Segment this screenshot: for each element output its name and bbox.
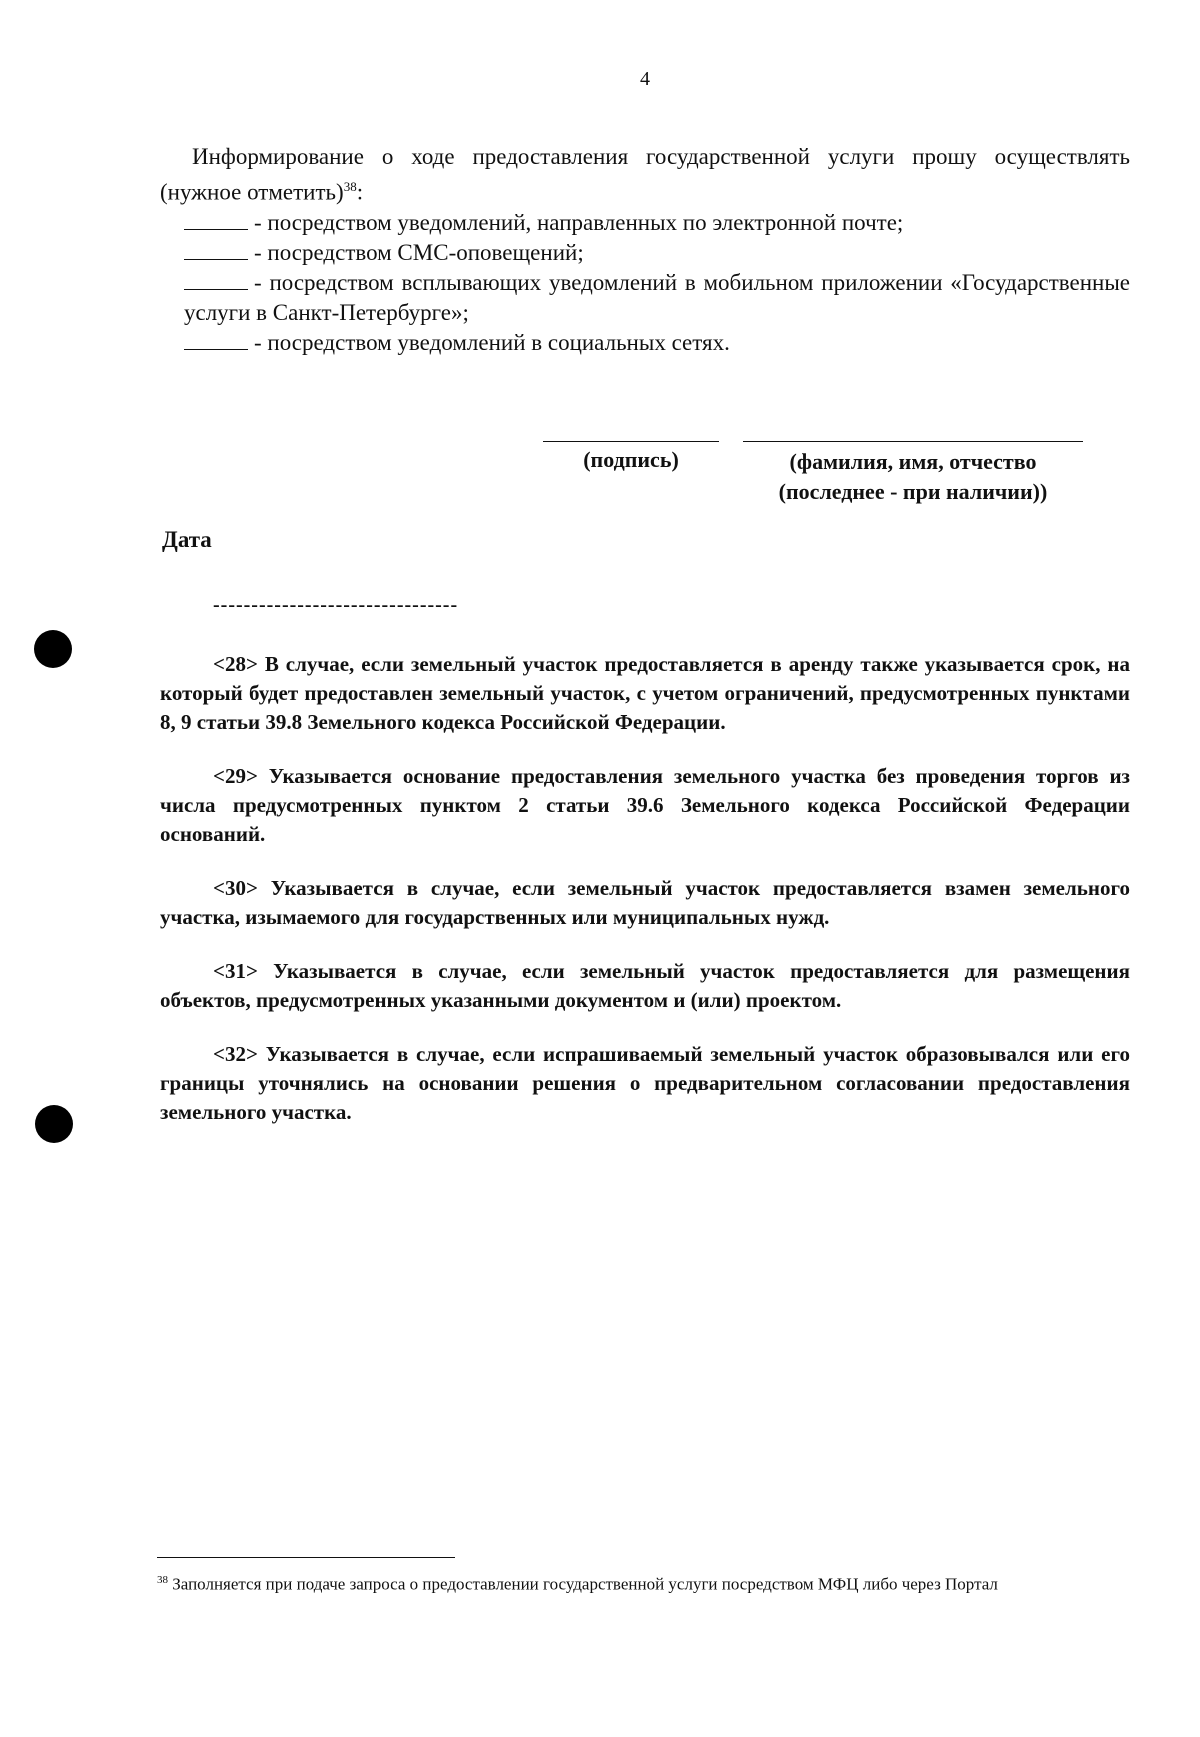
option-push xyxy=(160,268,1130,328)
full-name-label-line-2: (последнее - при наличии)) xyxy=(778,479,1048,504)
page-number: 4 xyxy=(640,68,650,90)
option-label: - посредством всплывающих уведомлений в мобильном приложении «Государственные услуги в Санкт-Петербурге»; xyxy=(184,269,1130,325)
checkbox-blank[interactable] xyxy=(184,331,248,350)
option-label: - посредством СМС-оповещений; xyxy=(254,239,584,265)
notes-separator: -------------------------------- xyxy=(213,594,459,616)
note-31: <31> Указывается в случае, если земельный участок предоставляется для размещения объектов, предусмотренных указанными документом и (или) проектом. xyxy=(160,959,1130,1012)
option-email xyxy=(160,208,1130,238)
footnotes-list xyxy=(160,650,1130,1152)
footnote-ref: 38 xyxy=(343,179,357,194)
option-sms xyxy=(160,238,1130,268)
option-social xyxy=(160,328,1130,358)
intro-text: Информирование о ходе предоставления государственной услуги прошу осуществлять (нужное отметить) xyxy=(160,144,1130,205)
footnote-number: 38 xyxy=(157,1574,168,1586)
signature-label: (подпись) xyxy=(583,447,679,472)
footnote-rule xyxy=(157,1557,455,1558)
note-30: <30> Указывается в случае, если земельный участок предоставляется взамен земельного участка, изымаемого для государственных или муниципальных нужд. xyxy=(160,876,1130,929)
checkbox-blank[interactable] xyxy=(184,241,248,260)
full-name-line[interactable] xyxy=(743,441,1083,442)
punch-hole xyxy=(35,1105,73,1143)
note-28: <28> В случае, если земельный участок предоставляется в аренду также указывается срок, на который будет предоставлен земельный участок, с учетом ограничений, предусмотренных пунктами 8, 9 статьи 39.8 Земельного кодекса Российской Федерации. xyxy=(160,652,1130,734)
notification-preferences xyxy=(160,142,1130,358)
checkbox-blank[interactable] xyxy=(184,271,248,290)
option-label: - посредством уведомлений, направленных по электронной почте; xyxy=(254,209,904,235)
punch-hole xyxy=(34,630,72,668)
intro-paragraph xyxy=(160,142,1130,208)
full-name-label-line-1: (фамилия, имя, отчество xyxy=(789,449,1037,474)
date-label: Дата xyxy=(162,527,212,552)
full-name-label xyxy=(743,447,1083,507)
page-footnote xyxy=(157,1567,1132,1598)
option-label: - посредством уведомлений в социальных сетях. xyxy=(254,329,730,355)
checkbox-blank[interactable] xyxy=(184,211,248,230)
footnote-text: Заполняется при подаче запроса о предоставлении государственной услуги посредством МФЦ либо через Портал xyxy=(172,1574,998,1594)
intro-colon: : xyxy=(356,179,364,205)
note-32: <32> Указывается в случае, если испрашиваемый земельный участок образовывался или его границы уточнялись на основании решения о предварительном согласовании предоставления земельного участка. xyxy=(160,1042,1130,1124)
note-29: <29> Указывается основание предоставления земельного участка без проведения торгов из числа предусмотренных пунктом 2 статьи 39.6 Земельного кодекса Российской Федерации оснований. xyxy=(160,764,1130,846)
signature-line[interactable] xyxy=(543,441,719,442)
